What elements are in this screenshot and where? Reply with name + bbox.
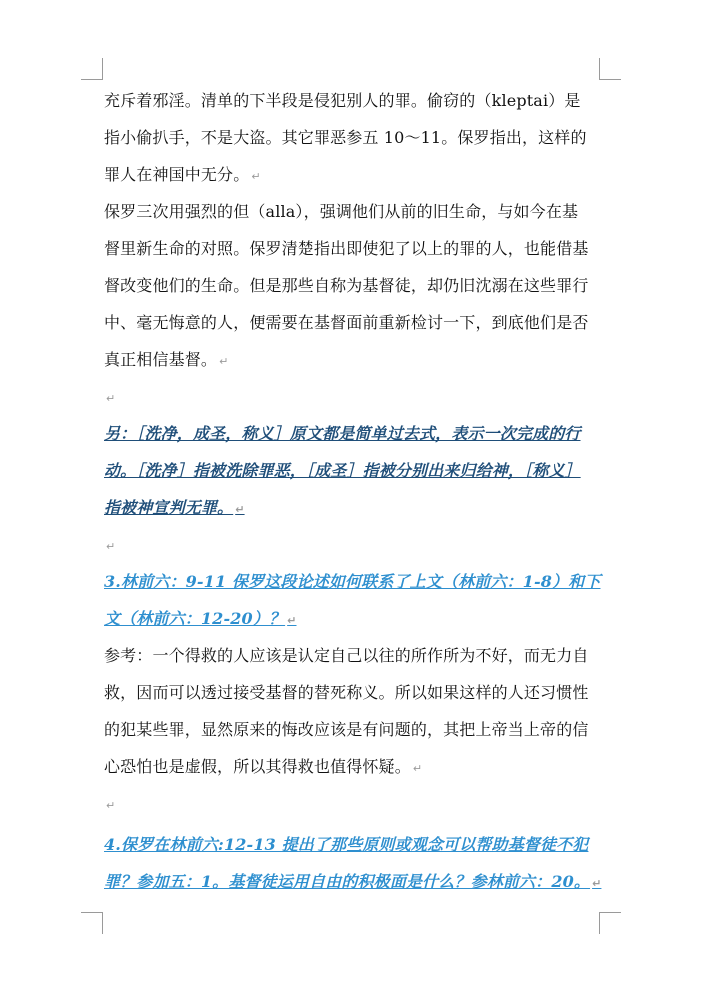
question-4 [104,826,602,900]
crop-mark-top-left-h [81,79,103,80]
paragraph-mark-icon: ↵ [251,170,261,183]
question-3 [104,563,602,637]
paragraph-mark-icon: ↵ [287,614,297,627]
text-line: 动。［洗净］指被洗除罪恶，［成圣］指被分别出来归给神，［称义］ [104,461,581,480]
paragraph-mark-icon: ↵ [412,762,423,775]
paragraph-mark-icon: ↵ [592,877,602,890]
text-line: 3.林前六：9-11 保罗这段论述如何联系了上文（林前六：1-8）和下 [104,572,601,591]
text-line: 的犯某些罪，显然原来的悔改应该是有问题的，其把上帝当上帝的信 [104,720,589,739]
paragraph-mark-icon: ↵ [106,799,116,812]
text-line: 另：［洗净，成圣，称义］原文都是简单过去式，表示一次完成的行 [104,424,581,443]
crop-mark-bottom-left-v [102,912,103,934]
empty-paragraph [104,526,602,563]
crop-mark-top-right-h [599,79,621,80]
text-line: 督改变他们的生命。但是那些自称为基督徒，却仍旧沈溺在这些罪行 [104,276,589,295]
empty-paragraph [104,378,602,415]
paragraph-mark-icon: ↵ [106,392,116,405]
paragraph-sin-list [104,82,602,193]
text-line: 充斥着邪淫。清单的下半段是侵犯别人的罪。偷窃的（kleptai）是 [104,91,581,110]
paragraph-mark-icon: ↵ [235,503,245,516]
text-line: 心恐怕也是虚假，所以其得救也值得怀疑。 [104,757,411,776]
note-greek-tense [104,415,602,526]
crop-mark-bottom-right-h [599,912,621,913]
text-line: 罪？参加五：1。基督徒运用自由的积极面是什么？参林前六：20。 [104,872,591,891]
text-line: 真正相信基督。 [104,350,218,369]
crop-mark-bottom-left-h [81,912,103,913]
empty-paragraph [104,785,602,822]
text-line: 4.保罗在林前六:12-13 提出了那些原则或观念可以帮助基督徒不犯 [104,835,589,854]
text-line: 罪人在神国中无分。 [104,165,250,184]
reference-answer [104,637,602,785]
crop-mark-top-left-v [102,58,103,80]
text-line: 督里新生命的对照。保罗清楚指出即使犯了以上的罪的人，也能借基 [104,239,589,258]
paragraph-but-contrast [104,193,602,378]
crop-mark-bottom-right-v [599,912,600,934]
crop-mark-top-right-v [599,58,600,80]
text-line: 文（林前六：12-20）？ [104,609,286,628]
text-line: 救，因而可以透过接受基督的替死称义。所以如果这样的人还习惯性 [104,683,589,702]
text-line: 保罗三次用强烈的但（alla），强调他们从前的旧生命，与如今在基 [104,202,579,221]
paragraph-mark-icon: ↵ [219,355,229,368]
text-line: 指被神宣判无罪。 [104,498,234,517]
text-line: 中、毫无悔意的人，便需要在基督面前重新检讨一下，到底他们是否 [104,313,589,332]
text-line: 参考：一个得救的人应该是认定自己以往的所作所为不好，而无力自 [104,646,589,665]
text-line: 指小偷扒手，不是大盗。其它罪恶参五 10～11。保罗指出，这样的 [104,128,587,147]
paragraph-mark-icon: ↵ [106,540,116,553]
